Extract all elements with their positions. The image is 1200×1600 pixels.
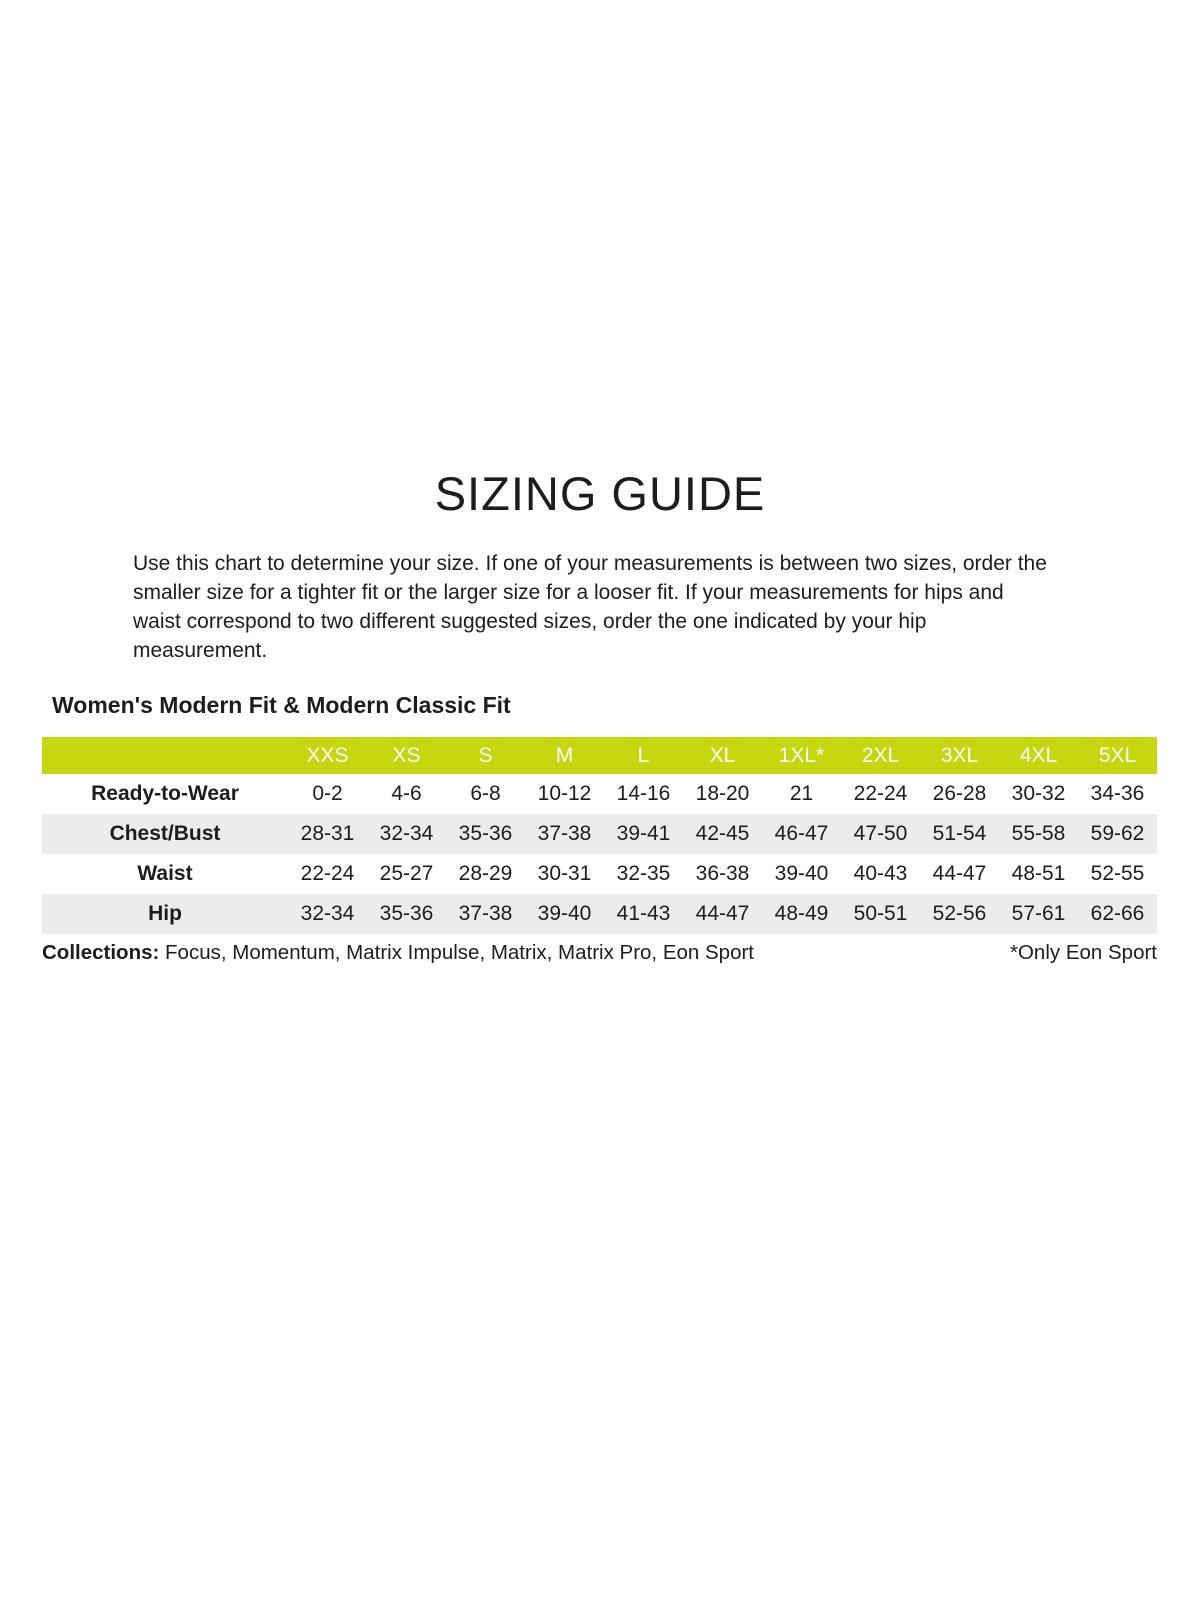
size-cell: 52-55 [1090,862,1145,885]
table-row-waist [42,854,1157,894]
size-cell: 28-31 [288,814,367,854]
size-col-header: S [446,737,525,774]
size-cell: 41-43 [604,894,683,934]
row-label: Hip [42,894,288,934]
size-col-header: 2XL [841,737,920,774]
collections-text [42,941,754,965]
size-col-header: 4XL [999,737,1078,774]
size-cell: 32-35 [616,862,671,885]
row-label: Waist [137,862,193,885]
size-cell: 0-2 [312,782,343,805]
size-cell: 40-43 [853,862,908,885]
size-cell: 39-40 [525,894,604,934]
size-cell: 46-47 [762,814,841,854]
row-label: Chest/Bust [42,814,288,854]
size-cell: 55-58 [999,814,1078,854]
size-cell: 50-51 [841,894,920,934]
size-col-header: 3XL [920,737,999,774]
size-cell: 32-34 [367,814,446,854]
size-table [42,737,1157,934]
size-cell: 22-24 [300,862,355,885]
size-cell: 47-50 [841,814,920,854]
size-cell: 10-12 [537,782,592,805]
size-cell: 32-34 [288,894,367,934]
size-cell: 39-41 [604,814,683,854]
size-cell: 62-66 [1078,894,1157,934]
collections-footer [42,941,1157,965]
size-cell: 34-36 [1090,782,1145,805]
size-cell: 37-38 [446,894,525,934]
size-col-header: L [604,737,683,774]
size-cell: 48-49 [762,894,841,934]
size-cell: 14-16 [616,782,671,805]
table-row-ready-to-wear [42,774,1157,814]
page-title: SIZING GUIDE [434,467,766,520]
section-heading-womens-modern-fit: Women's Modern Fit & Modern Classic Fit [52,692,511,718]
size-col-header: XL [683,737,762,774]
size-cell: 26-28 [932,782,987,805]
size-col-header: 1XL* [762,737,841,774]
size-cell: 39-40 [774,862,829,885]
size-cell: 30-31 [537,862,592,885]
collections-list: Focus, Momentum, Matrix Impulse, Matrix, Matrix Pro, Eon Sport [159,941,754,964]
table-row-chest-bust [42,814,1157,854]
size-cell: 57-61 [999,894,1078,934]
size-cell: 6-8 [470,782,501,805]
size-cell: 30-32 [1011,782,1066,805]
size-cell: 4-6 [391,782,422,805]
size-cell: 44-47 [683,894,762,934]
size-col-header: XXS [288,737,367,774]
size-cell: 35-36 [367,894,446,934]
size-cell: 48-51 [1011,862,1066,885]
size-cell: 37-38 [525,814,604,854]
intro-paragraph: Use this chart to determine your size. If one of your measurements is between two sizes, order the smaller size for a tighter fit or the larger size for a looser fit. If your measurements for hips and waist correspond to two different suggested sizes, order the one indicated by your hip measurement. [133,552,1047,662]
size-cell: 52-56 [920,894,999,934]
size-col-header: 5XL [1078,737,1157,774]
size-cell: 59-62 [1078,814,1157,854]
collections-label: Collections: [42,941,160,964]
table-row-hip [42,894,1157,934]
size-cell: 25-27 [379,862,434,885]
size-col-header: M [525,737,604,774]
size-cell: 18-20 [695,782,750,805]
size-cell: 42-45 [683,814,762,854]
only-eon-sport-note: *Only Eon Sport [1010,941,1157,964]
size-cell: 35-36 [446,814,525,854]
size-cell: 28-29 [458,862,513,885]
size-table-corner-cell [42,737,288,774]
size-cell: 44-47 [932,862,987,885]
row-label: Ready-to-Wear [91,782,239,805]
size-cell: 21 [789,782,814,805]
size-col-header: XS [367,737,446,774]
size-cell: 22-24 [853,782,908,805]
size-cell: 36-38 [695,862,750,885]
size-cell: 51-54 [920,814,999,854]
size-table-header-row [42,737,1157,774]
